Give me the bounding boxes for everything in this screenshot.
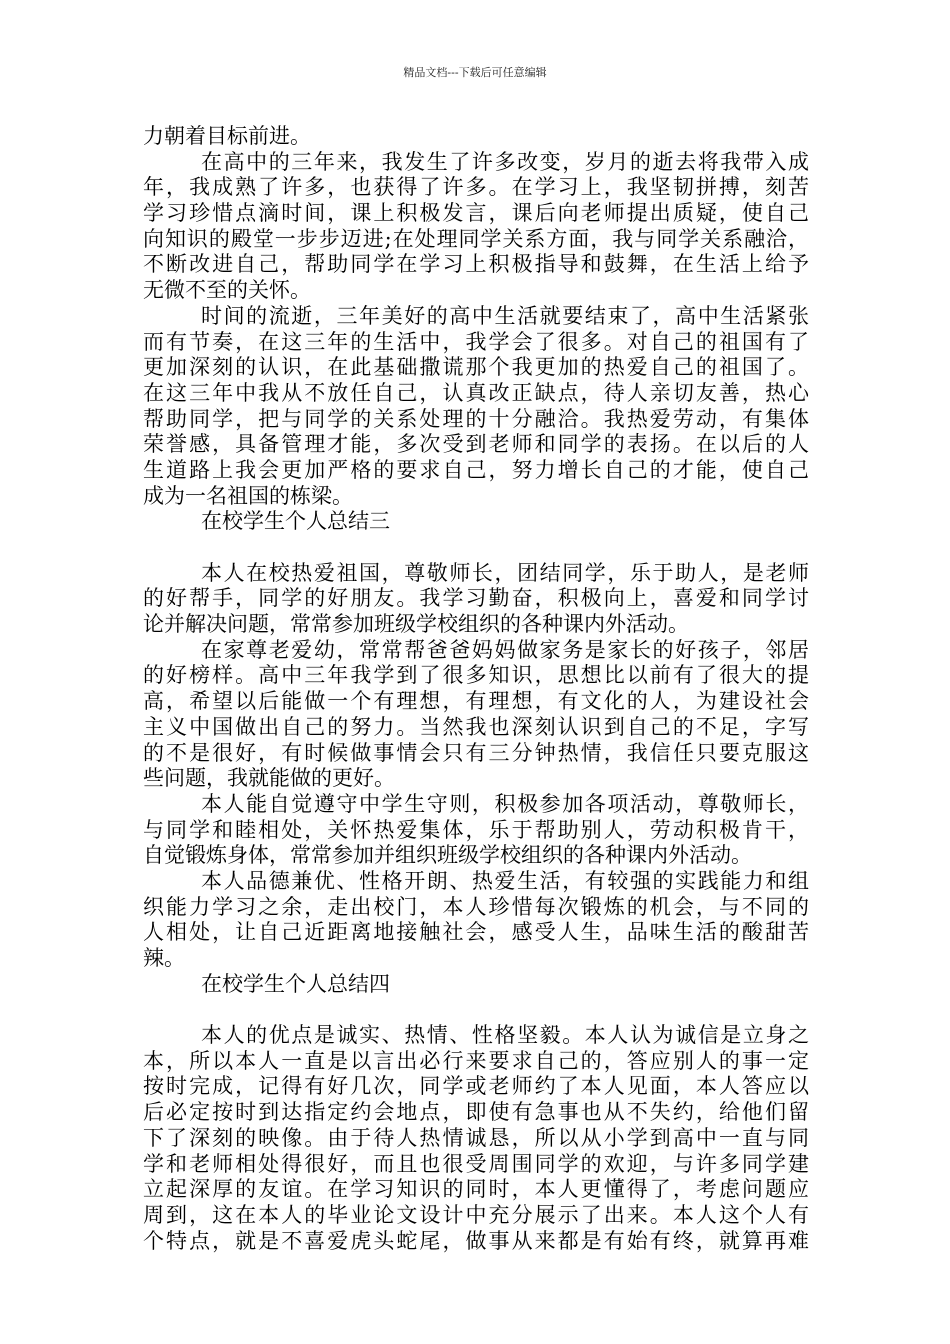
paragraph-line: 按时完成，记得有好几次，同学或老师约了本人见面，本人答应以: [143, 1074, 809, 1099]
paragraph-line: 无微不至的关怀。: [143, 278, 311, 303]
paragraph-first-line: 在高中的三年来，我发生了许多改变，岁月的逝去将我带入成: [201, 149, 809, 174]
paragraph-line: 主义中国做出自己的努力。当然我也深刻认识到自己的不足，字写: [143, 714, 809, 739]
section-heading: 在校学生个人总结三: [201, 509, 390, 534]
paragraph-line: 而有节奏，在这三年的生活中，我学会了很多。对自己的祖国有了: [143, 329, 809, 354]
paragraph-line: 向知识的殿堂一步步迈进;在处理同学关系方面，我与同学关系融洽，: [143, 226, 809, 251]
paragraph-first-line: 时间的流逝，三年美好的高中生活就要结束了，高中生活紧张: [201, 303, 809, 328]
paragraph-line: 不断改进自己，帮助同学在学习上积极指导和鼓舞，在生活上给予: [143, 252, 809, 277]
paragraph-first-line: 本人的优点是诚实、热情、性格坚毅。本人认为诚信是立身之: [201, 1023, 809, 1048]
document-body: [143, 124, 809, 1254]
page-header: 精品文档---下载后可任意编辑: [403, 66, 547, 79]
paragraph-line: 辣。: [143, 946, 185, 970]
paragraph-first-line: 本人品德兼优、性格开朗、热爱生活，有较强的实践能力和组: [201, 868, 809, 893]
paragraph-line: 帮助同学，把与同学的关系处理的十分融洽。我热爱劳动，有集体: [143, 406, 809, 431]
paragraph-line: 织能力学习之余，走出校门，本人珍惜每次锻炼的机会，与不同的: [143, 894, 809, 919]
paragraph-line: 的好榜样。高中三年我学到了很多知识，思想比以前有了很大的提: [143, 663, 809, 688]
paragraph-line: 在这三年中我从不放任自己，认真改正缺点，待人亲切友善，热心: [143, 380, 809, 405]
paragraph-line: 荣誉感，具备管理才能，多次受到老师和同学的表扬。在以后的人: [143, 432, 809, 457]
section-heading: 在校学生个人总结四: [201, 971, 390, 996]
paragraph-line: 论并解决问题，常常参加班级学校组织的各种课内外活动。: [143, 612, 689, 637]
paragraph-line: 更加深刻的认识，在此基础撒谎那个我更加的热爱自己的祖国了。: [143, 355, 809, 380]
paragraph-line: 人相处，让自己近距离地接触社会，感受人生，品味生活的酸甜苦: [143, 920, 809, 945]
paragraph-line: 后必定按时到达指定约会地点，即使有急事也从不失约，给他们留: [143, 1100, 809, 1125]
paragraph-line: 力朝着目标前进。: [143, 124, 311, 148]
paragraph-first-line: 本人在校热爱祖国，尊敬师长，团结同学，乐于助人，是老师: [201, 560, 809, 585]
paragraph-line: 学和老师相处得很好，而且也很受周围同学的欢迎，与许多同学建: [143, 1151, 809, 1176]
paragraph-line: 成为一名祖国的栋梁。: [143, 483, 353, 508]
paragraph-line: 年，我成熟了许多，也获得了许多。在学习上，我坚韧拼搏，刻苦: [143, 175, 809, 200]
paragraph-line: 高，希望以后能做一个有理想，有理想，有文化的人，为建设社会: [143, 689, 809, 714]
paragraph-line: 个特点，就是不喜爱虎头蛇尾，做事从来都是有始有终，就算再难: [143, 1228, 809, 1253]
paragraph-first-line: 在家尊老爱幼，常常帮爸爸妈妈做家务是家长的好孩子，邻居: [201, 637, 809, 662]
paragraph-line: 生道路上我会更加严格的要求自己，努力增长自己的才能，使自己: [143, 457, 809, 482]
paragraph-line: 的好帮手，同学的好朋友。我学习勤奋，积极向上，喜爱和同学讨: [143, 586, 809, 611]
blank-line: [143, 997, 809, 1023]
paragraph-line: 立起深厚的友谊。在学习知识的同时，本人更懂得了，考虑问题应: [143, 1177, 809, 1202]
paragraph-line: 周到，这在本人的毕业论文设计中充分展示了出来。本人这个人有: [143, 1202, 809, 1227]
paragraph-line: 本，所以本人一直是以言出必行来要求自己的，答应别人的事一定: [143, 1048, 809, 1073]
paragraph-line: 下了深刻的映像。由于待人热情诚恳，所以从小学到高中一直与同: [143, 1125, 809, 1150]
paragraph-line: 自觉锻炼身体，常常参加并组织班级学校组织的各种课内外活动。: [143, 843, 752, 868]
paragraph-line: 些问题，我就能做的更好。: [143, 766, 395, 791]
paragraph-first-line: 本人能自觉遵守中学生守则，积极参加各项活动，尊敬师长，: [201, 791, 809, 816]
paragraph-line: 的不是很好，有时候做事情会只有三分钟热情，我信任只要克服这: [143, 740, 809, 765]
blank-line: [143, 535, 809, 561]
paragraph-line: 学习珍惜点滴时间，课上积极发言，课后向老师提出质疑，使自己: [143, 201, 809, 226]
paragraph-line: 与同学和睦相处，关怀热爱集体，乐于帮助别人，劳动积极肯干，: [143, 817, 809, 842]
